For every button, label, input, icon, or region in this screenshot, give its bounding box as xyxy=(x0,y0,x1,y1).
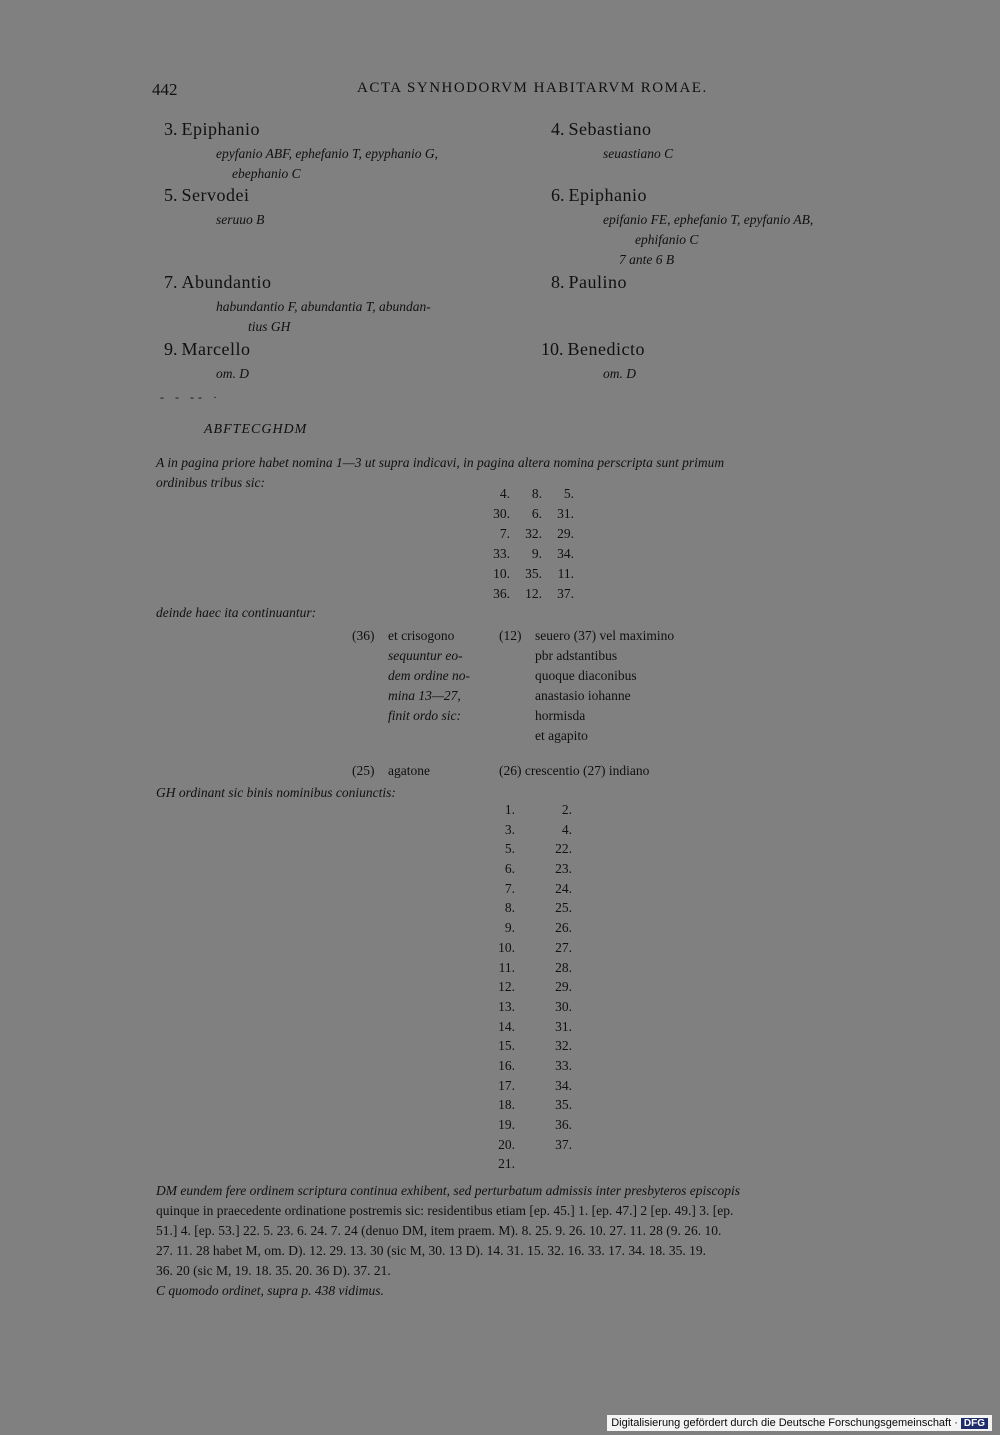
continuation-right xyxy=(535,626,674,746)
pair-left: 14. xyxy=(498,1018,515,1034)
entry-variant: habundantio F, abundantia T, abundan- xyxy=(216,299,431,314)
entry-6 xyxy=(551,185,813,270)
grid-a xyxy=(478,486,574,606)
entry-variant: om. D xyxy=(216,366,249,381)
grid-row: 30. 6. 31. xyxy=(493,506,574,521)
entry-variant: epyfanio ABF, ephefanio T, epyphanio G, xyxy=(216,146,438,161)
pair-left: 20. xyxy=(498,1136,515,1152)
pair-left: 19. xyxy=(498,1117,515,1132)
entry-name: Benedicto xyxy=(567,339,645,359)
entry-number: 3. xyxy=(164,119,178,139)
footer-text: Digitalisierung gefördert durch die Deutsche Forschungsgemeinschaft · xyxy=(611,1417,958,1429)
note-c: C quomodo ordinet, supra p. 438 vidimus. xyxy=(156,1283,384,1298)
entry-9 xyxy=(164,339,250,384)
sigla-line: ABFTECGHDM xyxy=(204,422,308,437)
continuation-line: seuero (37) vel maximino xyxy=(535,628,675,643)
entry-variant: ephifanio C xyxy=(635,232,699,247)
pair-row xyxy=(490,1097,572,1117)
continuation-line: hormisda xyxy=(535,708,586,723)
pair-row xyxy=(490,920,572,940)
entry-number: 9. xyxy=(164,339,178,359)
continuation-line: pbr adstantibus xyxy=(535,648,618,663)
entry-7 xyxy=(164,272,431,337)
note-dm-line: quinque in praecedente ordinatione postremis sic: residentibus etiam [ep. 45.] 1. [ep. 47.] 2 [ep. 49.] 3. [ep. xyxy=(156,1203,734,1218)
entry-variant: tius GH xyxy=(248,319,291,334)
note-dm-line: 27. 11. 28 habet M, om. D). 12. 29. 13. 30 (sic M, 30. 13 D). 14. 31. 15. 32. 16. 33. 17. 34. 18. 35. 19. xyxy=(156,1243,706,1258)
pair-left: 18. xyxy=(498,1097,515,1113)
entry-name: Marcello xyxy=(181,339,251,359)
entry-number: 5. xyxy=(164,185,178,205)
pair-left: 9. xyxy=(504,920,515,936)
pair-row xyxy=(490,1156,572,1176)
continuation-bottom-right: (26) crescentio (27) indiano xyxy=(499,763,650,778)
entry-number: 7. xyxy=(164,272,178,292)
entry-5 xyxy=(164,185,264,230)
pair-left: 3. xyxy=(504,821,515,837)
pair-left: 17. xyxy=(498,1077,515,1093)
continuation-left-num: (36) xyxy=(352,628,375,643)
entry-3 xyxy=(164,119,438,184)
pair-left: 6. xyxy=(504,861,515,877)
entry-name: Paulino xyxy=(568,272,628,292)
entry-number: 8. xyxy=(551,272,565,292)
entry-name: Servodei xyxy=(181,185,250,205)
entry-name: Epiphanio xyxy=(568,185,647,205)
entry-variant: 7 ante 6 B xyxy=(619,252,675,267)
pair-row xyxy=(490,1038,572,1058)
continuation-line: anastasio iohanne xyxy=(535,688,631,703)
entry-4 xyxy=(551,119,673,164)
grid-row: 33. 9. 34. xyxy=(493,546,574,561)
grid-row: 7. 32. 29. xyxy=(499,526,574,541)
entry-variant: om. D xyxy=(603,366,636,381)
divider: - - -- · xyxy=(160,390,221,404)
pair-left: 12. xyxy=(498,979,515,995)
note-dm xyxy=(156,1181,916,1281)
entry-name: Sebastiano xyxy=(568,119,652,139)
footer-credit xyxy=(607,1415,992,1431)
pair-right: 23. xyxy=(555,861,572,877)
entry-name: Abundantio xyxy=(181,272,272,292)
note-dm-line: DM eundem fere ordinem scriptura continua exhibent, sed perturbatum admissis inter presbyteros episcopis xyxy=(156,1183,741,1198)
pair-row xyxy=(490,1137,572,1157)
page-number: 442 xyxy=(152,80,178,99)
entry-variant: ebephanio C xyxy=(232,166,301,181)
pair-right: 24. xyxy=(555,880,572,896)
pair-right: 4. xyxy=(561,821,572,837)
pair-row xyxy=(490,999,572,1019)
continuation-line: et crisogono xyxy=(388,628,455,643)
grid-row: 4. 8. 5. xyxy=(499,486,574,501)
pair-right: 37. xyxy=(555,1136,572,1152)
entry-variant: seruuo B xyxy=(216,212,265,227)
note-a-line: A in pagina priore habet nomina 1—3 ut supra indicavi, in pagina altera nomina perscripta sunt primum xyxy=(156,455,725,470)
pair-right: 29. xyxy=(555,979,572,995)
continuation-bottom-left-num: (25) xyxy=(352,763,375,778)
continuation-line: dem ordine no- xyxy=(388,668,470,683)
pair-row xyxy=(490,822,572,842)
entry-8 xyxy=(551,272,627,293)
note-dm-line: 36. 20 (sic M, 19. 18. 35. 20. 36 D). 37. 21. xyxy=(156,1263,391,1278)
pair-left: 16. xyxy=(498,1057,515,1073)
entry-variant: seuastiano C xyxy=(603,146,674,161)
pair-row xyxy=(490,1019,572,1039)
entry-number: 6. xyxy=(551,185,565,205)
pair-right: 32. xyxy=(555,1038,572,1054)
pair-row xyxy=(490,1078,572,1098)
pair-right: 26. xyxy=(555,920,572,936)
pair-row xyxy=(490,841,572,861)
pair-right: 22. xyxy=(555,841,572,857)
pair-row xyxy=(490,881,572,901)
deinde-line: deinde haec ita continuantur: xyxy=(156,605,317,620)
pair-right: 25. xyxy=(555,900,572,916)
pair-left: 8. xyxy=(504,900,515,916)
continuation-line: mina 13—27, xyxy=(388,688,461,703)
pair-left: 5. xyxy=(504,841,515,857)
pair-left: 15. xyxy=(498,1038,515,1054)
pair-row xyxy=(490,802,572,822)
pair-row xyxy=(490,1117,572,1137)
continuation-bottom-left: agatone xyxy=(388,763,430,778)
pairs-gh xyxy=(490,802,572,1176)
pair-row xyxy=(490,1058,572,1078)
running-head: ACTA SYNHODORVM HABITARVM ROMAE. xyxy=(357,80,708,96)
note-a-line: ordinibus tribus sic: xyxy=(156,475,266,490)
pair-right: 34. xyxy=(555,1077,572,1093)
pair-left: 10. xyxy=(498,939,515,955)
pair-right: 30. xyxy=(555,998,572,1014)
grid-row: 36. 12. 37. xyxy=(493,586,574,601)
entry-number: 4. xyxy=(551,119,565,139)
pair-row xyxy=(490,861,572,881)
continuation-line: et agapito xyxy=(535,728,588,743)
pair-right: 27. xyxy=(555,939,572,955)
pair-left: 7. xyxy=(504,880,515,896)
continuation-line: finit ordo sic: xyxy=(388,708,461,723)
pair-left: 1. xyxy=(504,802,515,817)
continuation-line: sequuntur eo- xyxy=(388,648,463,663)
continuation-left xyxy=(388,626,470,726)
pair-left: 13. xyxy=(498,998,515,1014)
entry-number: 10. xyxy=(541,339,564,359)
note-gh: GH ordinant sic binis nominibus coniunctis: xyxy=(156,785,396,800)
entry-10 xyxy=(541,339,645,384)
pair-row xyxy=(490,900,572,920)
pair-left: 11. xyxy=(498,959,515,975)
pair-row xyxy=(490,940,572,960)
pair-right: 36. xyxy=(555,1117,572,1132)
pair-left: 21. xyxy=(498,1156,515,1172)
pair-right: 31. xyxy=(555,1018,572,1034)
pair-right: 2. xyxy=(561,802,572,817)
pair-right xyxy=(515,1156,572,1176)
continuation-line: quoque diaconibus xyxy=(535,668,637,683)
pair-right: 35. xyxy=(555,1097,572,1113)
pair-row xyxy=(490,979,572,999)
dfg-logo: DFG xyxy=(961,1418,988,1429)
note-dm-line: 51.] 4. [ep. 53.] 22. 5. 23. 6. 24. 7. 24 (denuo DM, item praem. M). 8. 25. 9. 26. 10. 27. 11. 28 (9. 26. 10. xyxy=(156,1223,722,1238)
pair-right: 33. xyxy=(555,1057,572,1073)
pair-right: 28. xyxy=(555,959,572,975)
pair-row xyxy=(490,960,572,980)
entry-name: Epiphanio xyxy=(181,119,260,139)
grid-row: 10. 35. 11. xyxy=(493,566,574,581)
entry-variant: epifanio FE, ephefanio T, epyfanio AB, xyxy=(603,212,814,227)
continuation-mid-num: (12) xyxy=(499,628,522,643)
